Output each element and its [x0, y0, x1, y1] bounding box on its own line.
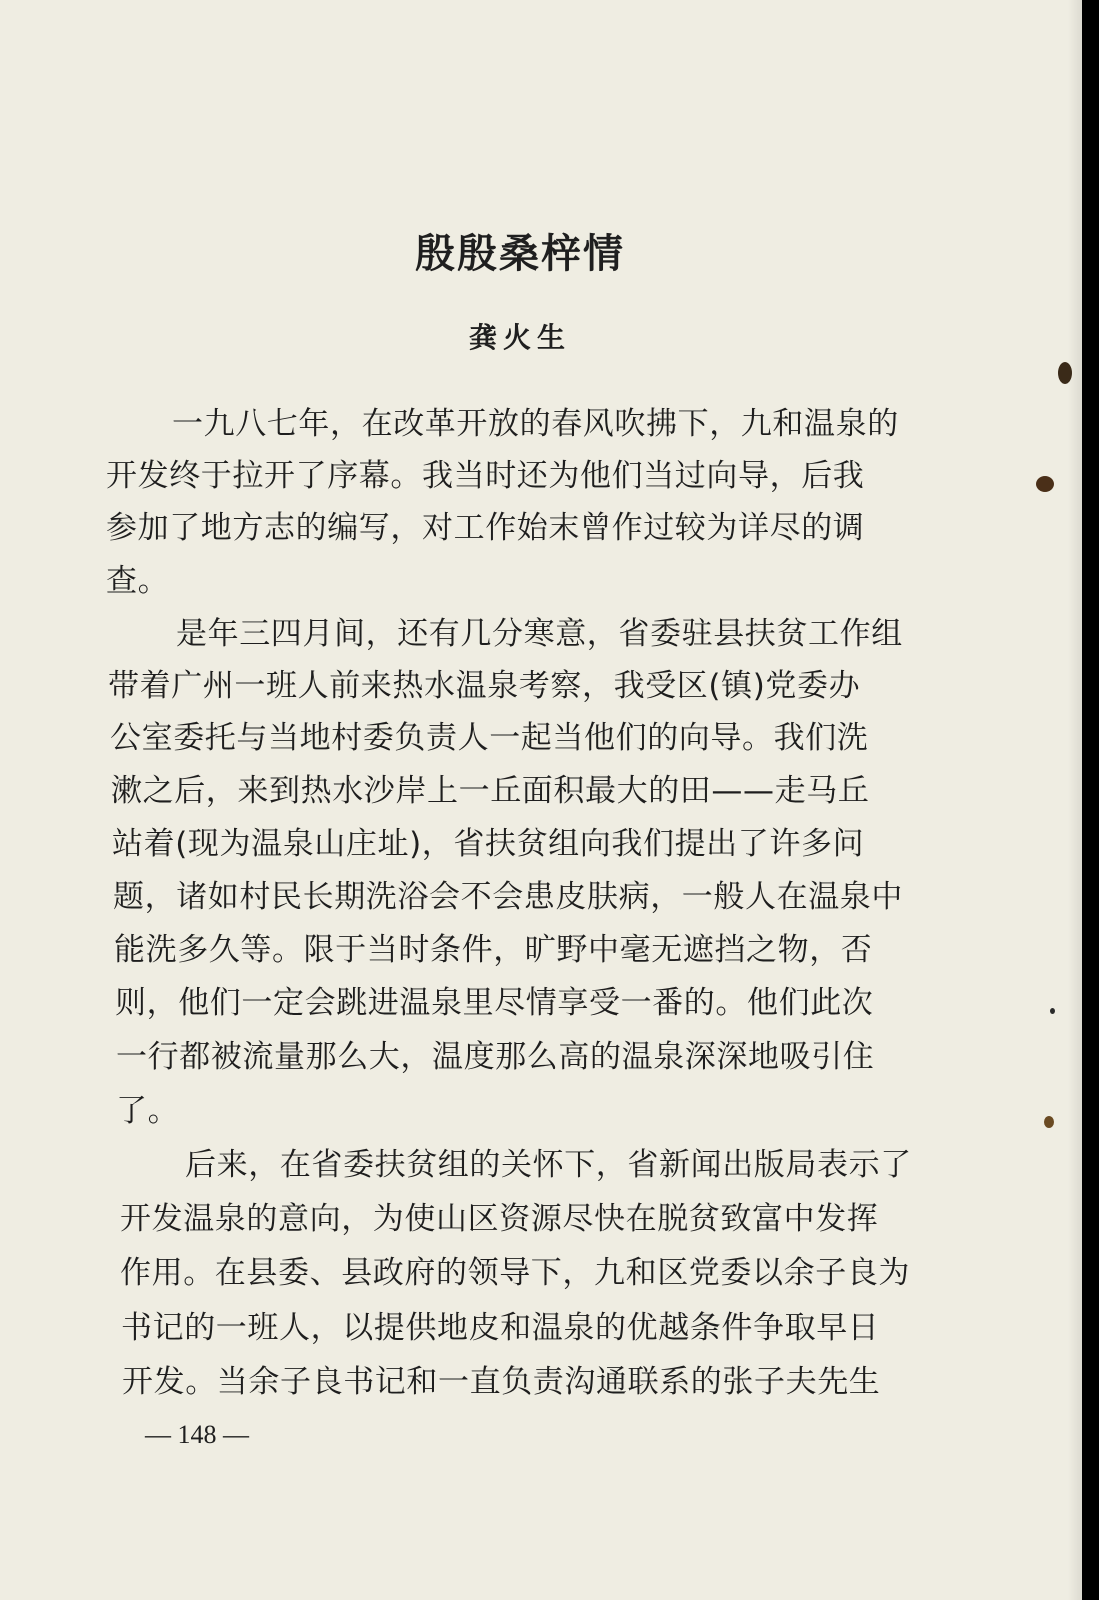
- body-line: 能洗多久等。限于当时条件，旷野中毫无遮挡之物，否: [114, 932, 873, 968]
- body-line: 查。: [106, 563, 170, 599]
- body-line: 后来，在省委扶贫组的关怀下，省新闻出版局表示了: [185, 1147, 912, 1183]
- body-line: 了。: [116, 1093, 180, 1129]
- body-line: 开发。当余子良书记和一直负责沟通联系的张子夫先生: [122, 1364, 881, 1400]
- body-line: 一行都被流量那么大，温度那么高的温泉深深地吸引住: [116, 1039, 875, 1075]
- article-title: 殷殷桑梓情: [415, 230, 625, 277]
- body-line: 题，诸如村民长期洗浴会不会患皮肤病，一般人在温泉中: [113, 879, 903, 915]
- body-line: 站着(现为温泉山庄址)，省扶贫组向我们提出了许多问: [112, 826, 865, 862]
- body-line: 则，他们一定会跳进温泉里尽情享受一番的。他们此次: [115, 985, 874, 1021]
- body-line: 书记的一班人，以提供地皮和温泉的优越条件争取早日: [121, 1310, 880, 1346]
- body-line: 公室委托与当地村委负责人一起当他们的向导。我们洗: [110, 720, 869, 756]
- body-line: 是年三四月间，还有几分寒意，省委驻县扶贫工作组: [176, 616, 903, 652]
- body-line: 一九八七年，在改革开放的春风吹拂下，九和温泉的: [172, 406, 899, 442]
- body-line: 漱之后，来到热水沙岸上一丘面积最大的田——走马丘: [111, 773, 870, 809]
- ink-stain-mark: [1058, 362, 1072, 384]
- page-edge-shadow: [1068, 0, 1082, 1600]
- body-line: 开发温泉的意向，为使山区资源尽快在脱贫致富中发挥: [120, 1201, 879, 1237]
- body-line: 开发终于拉开了序幕。我当时还为他们当过向导，后我: [106, 458, 865, 494]
- body-line: 带着广州一班人前来热水温泉考察，我受区(镇)党委办: [108, 668, 861, 704]
- body-line: 作用。在县委、县政府的领导下，九和区党委以余子良为: [120, 1255, 910, 1291]
- article-author: 龚火生: [468, 321, 571, 354]
- ink-stain-mark: [1036, 476, 1054, 492]
- body-line: 参加了地方志的编写，对工作始末曾作过较为详尽的调: [106, 510, 865, 546]
- ink-stain-mark: [1050, 1008, 1055, 1014]
- ink-stain-mark: [1044, 1116, 1054, 1128]
- page-number: — 148 —: [145, 1420, 249, 1449]
